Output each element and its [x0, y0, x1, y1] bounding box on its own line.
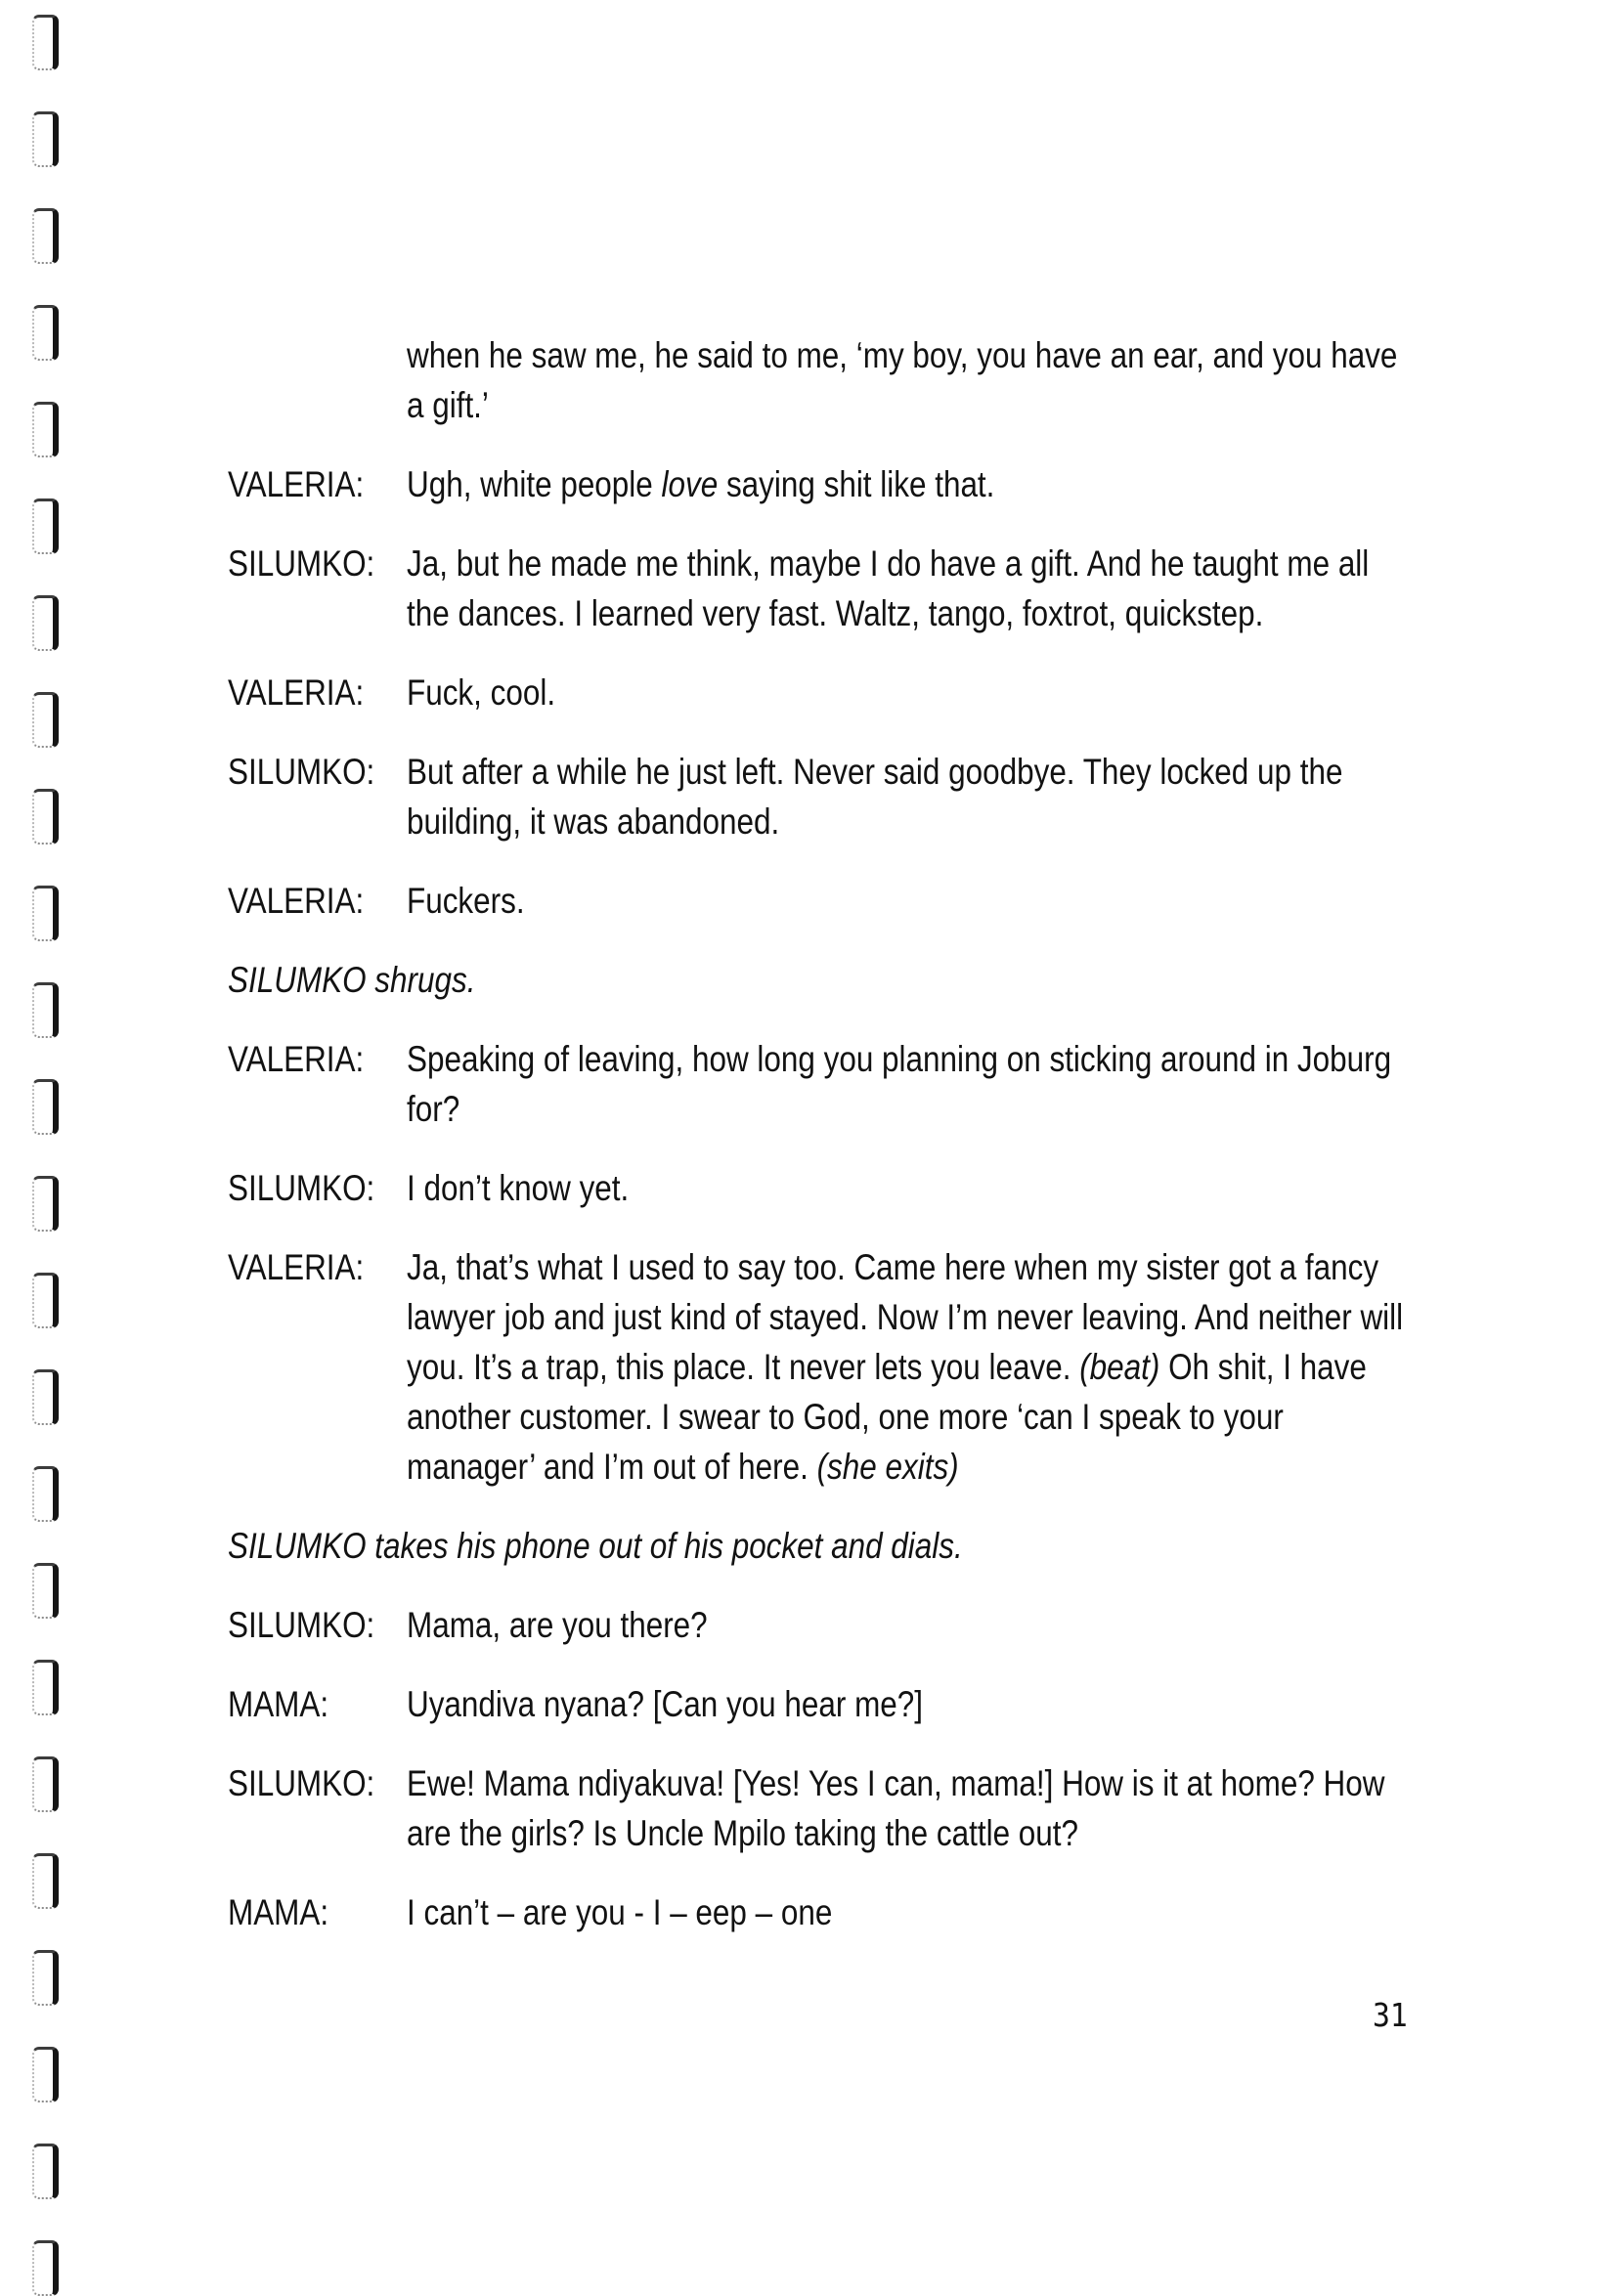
dialogue-block	[228, 459, 1445, 509]
dialogue-block	[228, 747, 1445, 846]
dialogue-line	[407, 1679, 1289, 1729]
dialogue-block	[228, 1887, 1445, 1937]
speaker-label: VALERIA:	[228, 1039, 365, 1079]
binding-hole	[32, 1563, 59, 1619]
text-segment: Fuck, cool.	[407, 672, 556, 713]
text-segment: for?	[407, 1089, 460, 1129]
dialogue-line	[407, 1242, 1379, 1292]
text-segment: I can’t – are you - I – eep – one	[407, 1892, 833, 1932]
binding-hole	[32, 1853, 59, 1909]
text-segment: Uyandiva nyana? [Can you hear me?]	[407, 1684, 923, 1724]
text-segment: lawyer job and just kind of stayed. Now I’m never leaving. And neither will	[407, 1297, 1404, 1337]
speaker-label: VALERIA:	[228, 881, 365, 921]
dialogue-line	[407, 1163, 1289, 1213]
binding-hole	[32, 2240, 59, 2296]
binding-hole	[32, 305, 59, 361]
stage-direction	[228, 955, 1445, 1005]
dialogue-line	[407, 380, 1289, 430]
text-segment: (she exits)	[816, 1447, 959, 1487]
text-segment: saying shit like that.	[718, 464, 995, 504]
dialogue-block	[228, 1600, 1445, 1650]
dialogue-line	[407, 668, 1289, 717]
speaker-label: MAMA:	[228, 1892, 329, 1932]
binding-hole	[32, 498, 59, 554]
binding-hole	[32, 1369, 59, 1425]
binding-hole	[32, 111, 59, 167]
text-segment: a gift.’	[407, 385, 489, 425]
binding-hole	[32, 2144, 59, 2199]
stage-direction-line	[228, 1521, 1262, 1571]
dialogue-line	[407, 1887, 1289, 1937]
speaker-label: SILUMKO:	[228, 543, 375, 584]
dialogue-block	[228, 1163, 1445, 1213]
text-segment: manager’ and I’m out of here.	[407, 1447, 817, 1487]
dialogue-line	[407, 1442, 1289, 1492]
binding-hole	[32, 595, 59, 651]
binding-hole	[32, 1660, 59, 1715]
dialogue-block	[228, 1242, 1445, 1492]
text-segment: you. It’s a trap, this place. It never lets you leave.	[407, 1347, 1080, 1387]
text-segment: Ja, that’s what I used to say too. Came here when my sister got a fancy	[407, 1247, 1379, 1287]
text-segment: are the girls? Is Uncle Mpilo taking the cattle out?	[407, 1813, 1079, 1853]
binding-hole	[32, 1176, 59, 1232]
speaker-label: SILUMKO:	[228, 1605, 375, 1645]
binding-holes-column	[0, 0, 117, 2287]
text-segment: Speaking of leaving, how long you planning on sticking around in Joburg	[407, 1039, 1392, 1079]
text-segment: (beat)	[1079, 1347, 1160, 1387]
text-segment: building, it was abandoned.	[407, 801, 780, 842]
binding-hole	[32, 1756, 59, 1812]
speaker-label: SILUMKO:	[228, 1763, 375, 1803]
speaker-label: VALERIA:	[228, 464, 365, 504]
speaker-label: SILUMKO:	[228, 1168, 375, 1208]
dialogue-line	[407, 1600, 1289, 1650]
dialogue-block	[228, 876, 1445, 926]
dialogue-line	[407, 1392, 1289, 1442]
binding-hole	[32, 1950, 59, 2006]
speaker-label: VALERIA:	[228, 1247, 365, 1287]
binding-hole	[32, 208, 59, 264]
text-segment: another customer. I swear to God, one more ‘can I speak to your	[407, 1397, 1284, 1437]
page-number: 31	[1373, 1996, 1408, 2034]
dialogue-line	[407, 330, 1398, 380]
binding-hole	[32, 886, 59, 941]
dialogue-line	[407, 1808, 1289, 1858]
dialogue-line	[407, 1758, 1385, 1808]
text-segment: Oh shit, I have	[1159, 1347, 1367, 1387]
text-segment: love	[661, 464, 719, 504]
dialogue-line	[407, 459, 1289, 509]
script-body	[228, 330, 1445, 1967]
dialogue-block	[228, 539, 1445, 638]
speaker-label: MAMA:	[228, 1684, 329, 1724]
binding-hole	[32, 2047, 59, 2102]
text-segment: Ewe! Mama ndiyakuva! [Yes! Yes I can, mama!] How is it at home? How	[407, 1763, 1385, 1803]
binding-hole	[32, 15, 59, 70]
text-segment: Ugh, white people	[407, 464, 662, 504]
dialogue-block	[228, 1034, 1445, 1134]
dialogue-block	[228, 330, 1445, 430]
dialogue-block	[228, 1758, 1445, 1858]
dialogue-line	[407, 797, 1289, 846]
binding-hole	[32, 982, 59, 1038]
dialogue-line	[407, 747, 1343, 797]
dialogue-line	[407, 588, 1289, 638]
dialogue-block	[228, 668, 1445, 717]
text-segment: But after a while he just left. Never said goodbye. They locked up the	[407, 752, 1343, 792]
speaker-label: VALERIA:	[228, 672, 365, 713]
binding-hole	[32, 1079, 59, 1135]
dialogue-line	[407, 1034, 1392, 1084]
text-segment: Fuckers.	[407, 881, 525, 921]
dialogue-line	[407, 1084, 1289, 1134]
dialogue-line	[407, 876, 1289, 926]
text-segment: SILUMKO shrugs.	[228, 960, 476, 1000]
binding-hole	[32, 1273, 59, 1328]
dialogue-line	[407, 1292, 1404, 1342]
dialogue-block	[228, 1679, 1445, 1729]
binding-hole	[32, 402, 59, 457]
dialogue-line	[407, 539, 1370, 588]
text-segment: I don’t know yet.	[407, 1168, 630, 1208]
text-segment: Ja, but he made me think, maybe I do have a gift. And he taught me all	[407, 543, 1370, 584]
text-segment: when he saw me, he said to me, ‘my boy, you have an ear, and you have	[407, 335, 1398, 375]
text-segment: SILUMKO takes his phone out of his pocket and dials.	[228, 1526, 963, 1566]
speaker-label: SILUMKO:	[228, 752, 375, 792]
binding-hole	[32, 692, 59, 748]
stage-direction	[228, 1521, 1445, 1571]
binding-hole	[32, 1466, 59, 1522]
text-segment: the dances. I learned very fast. Waltz, tango, foxtrot, quickstep.	[407, 593, 1264, 633]
text-segment: Mama, are you there?	[407, 1605, 708, 1645]
stage-direction-line	[228, 955, 1262, 1005]
dialogue-line	[407, 1342, 1367, 1392]
binding-hole	[32, 789, 59, 845]
